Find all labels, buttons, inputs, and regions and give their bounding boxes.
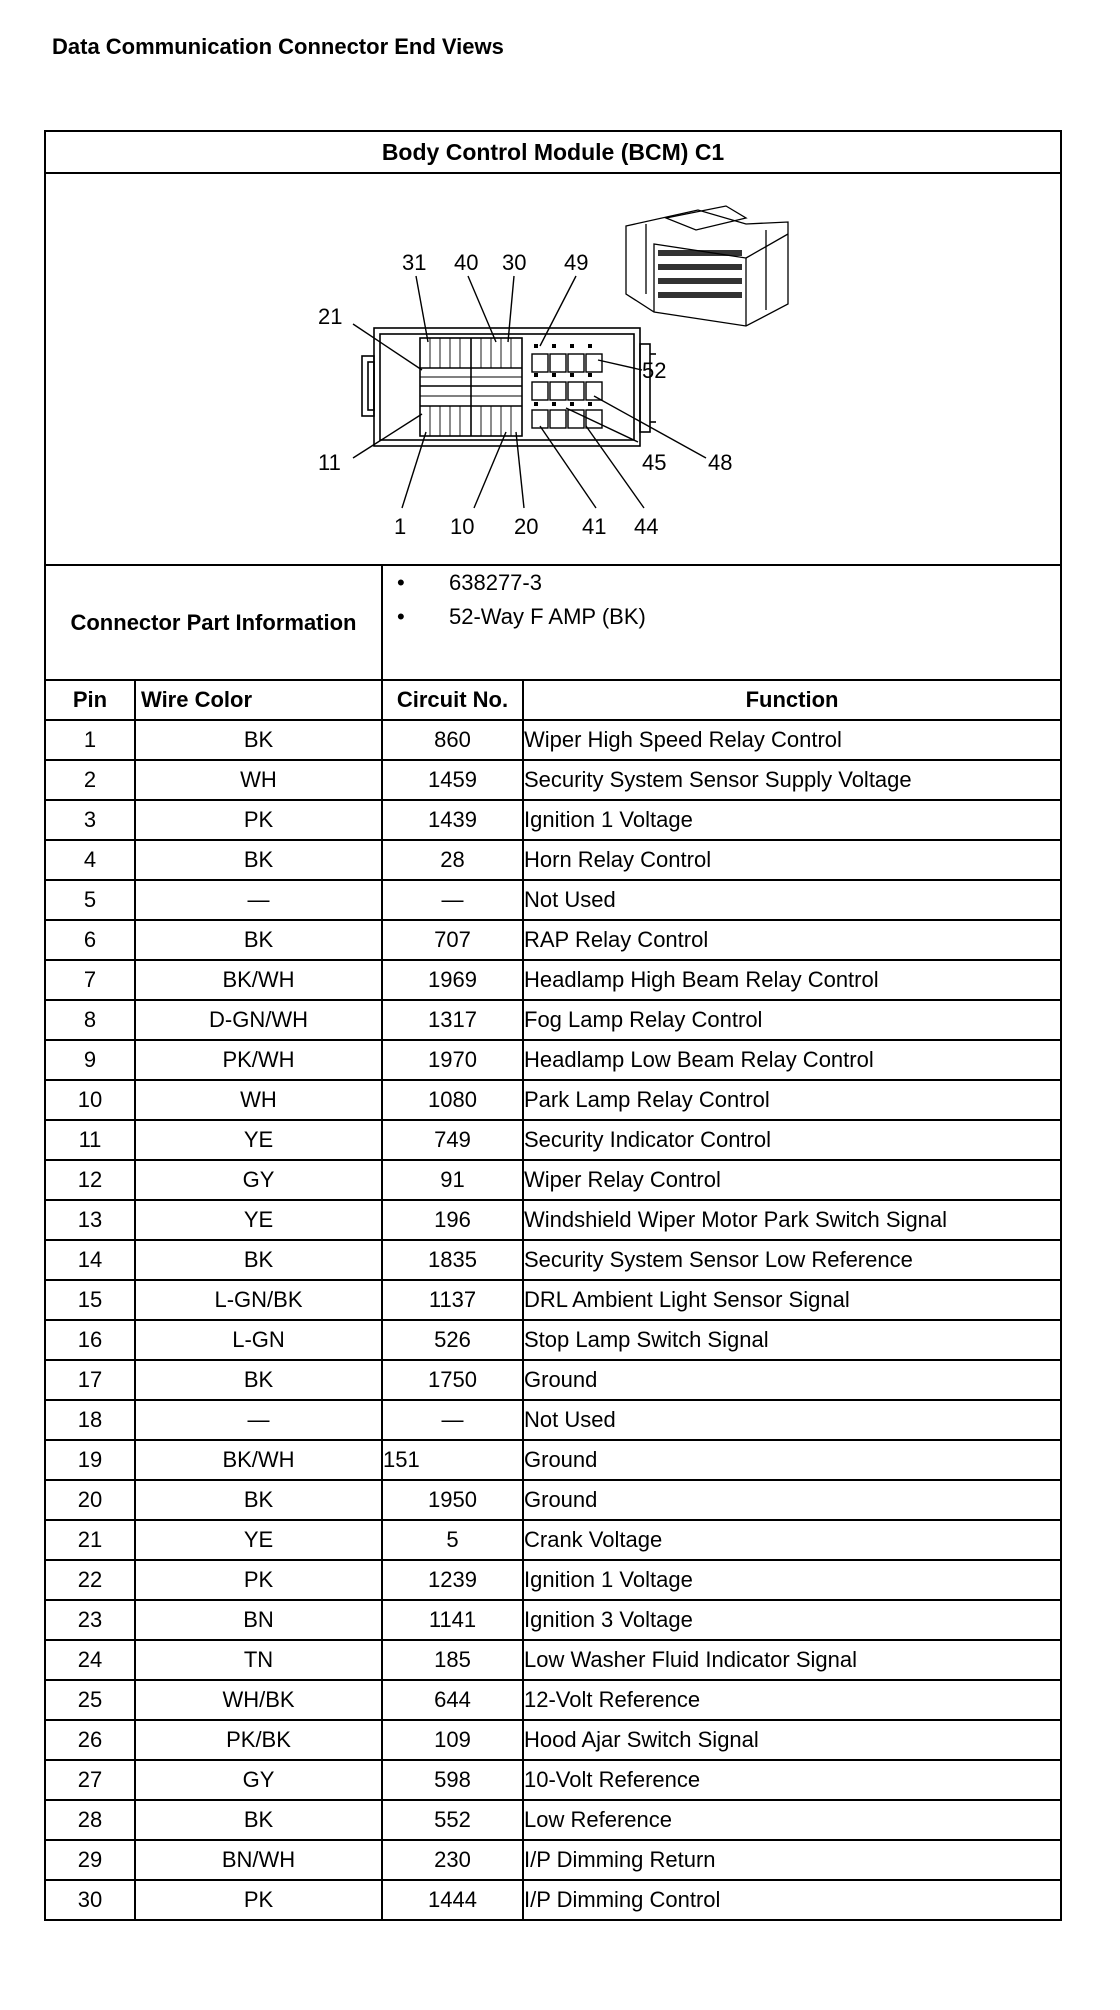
pin-label-52: 52 <box>642 358 667 383</box>
circuit-cell: 1950 <box>382 1480 523 1520</box>
circuit-cell: 1969 <box>382 960 523 1000</box>
circuit-cell: 1750 <box>382 1360 523 1400</box>
pin-label-21: 21 <box>318 304 343 329</box>
function-cell: Security System Sensor Low Reference <box>523 1240 1061 1280</box>
table-row <box>45 1640 1061 1680</box>
wire-color-cell: D-GN/WH <box>135 1000 382 1040</box>
function-cell: Horn Relay Control <box>523 840 1061 880</box>
wire-color-cell: YE <box>135 1200 382 1240</box>
table-row <box>45 1240 1061 1280</box>
circuit-cell: 860 <box>382 720 523 760</box>
function-cell: Ground <box>523 1360 1061 1400</box>
circuit-cell: 1137 <box>382 1280 523 1320</box>
pin-label-44: 44 <box>634 514 659 539</box>
wire-color-cell: BN <box>135 1600 382 1640</box>
pin-cell: 4 <box>45 840 135 880</box>
wire-color-cell: TN <box>135 1640 382 1680</box>
pin-cell: 6 <box>45 920 135 960</box>
function-cell: Crank Voltage <box>523 1520 1061 1560</box>
page-title: Data Communication Connector End Views <box>52 34 504 59</box>
wire-color-cell: BK <box>135 1480 382 1520</box>
pin-label-20: 20 <box>514 514 539 539</box>
wire-color-cell: — <box>135 1400 382 1440</box>
function-cell: Security Indicator Control <box>523 1120 1061 1160</box>
pin-cell: 1 <box>45 720 135 760</box>
circuit-cell: 151 <box>382 1440 523 1480</box>
function-cell: Security System Sensor Supply Voltage <box>523 760 1061 800</box>
function-cell: Wiper High Speed Relay Control <box>523 720 1061 760</box>
wire-color-cell: PK <box>135 800 382 840</box>
circuit-cell: — <box>382 1400 523 1440</box>
table-row <box>45 1400 1061 1440</box>
wire-color-cell: BK <box>135 920 382 960</box>
part-info-item: • 52-Way F AMP (BK) <box>449 600 1060 634</box>
pin-cell: 10 <box>45 1080 135 1120</box>
wire-color-cell: L-GN <box>135 1320 382 1360</box>
wire-color-cell: BK/WH <box>135 960 382 1000</box>
circuit-cell: 598 <box>382 1760 523 1800</box>
table-row <box>45 1720 1061 1760</box>
pin-cell: 15 <box>45 1280 135 1320</box>
pin-label-10: 10 <box>450 514 475 539</box>
pin-label-11: 11 <box>318 450 341 475</box>
function-cell: Ignition 1 Voltage <box>523 800 1061 840</box>
table-row <box>45 1600 1061 1640</box>
table-row <box>45 1360 1061 1400</box>
wire-color-cell: PK <box>135 1560 382 1600</box>
function-cell: I/P Dimming Control <box>523 1880 1061 1920</box>
wire-color-cell: BK <box>135 840 382 880</box>
function-cell: Low Washer Fluid Indicator Signal <box>523 1640 1061 1680</box>
circuit-cell: 1141 <box>382 1600 523 1640</box>
connector-end-view-drawing <box>46 174 1058 564</box>
function-cell: RAP Relay Control <box>523 920 1061 960</box>
table-row <box>45 1760 1061 1800</box>
table-row <box>45 1160 1061 1200</box>
pin-cell: 9 <box>45 1040 135 1080</box>
function-cell: Low Reference <box>523 1800 1061 1840</box>
pin-cell: 25 <box>45 1680 135 1720</box>
pin-cell: 8 <box>45 1000 135 1040</box>
wire-color-cell: PK/BK <box>135 1720 382 1760</box>
function-cell: Fog Lamp Relay Control <box>523 1000 1061 1040</box>
connector-part-info <box>382 565 1061 680</box>
part-info-list <box>383 566 1060 634</box>
table-row <box>45 1080 1061 1120</box>
circuit-cell: 552 <box>382 1800 523 1840</box>
pin-rows <box>45 720 1061 1920</box>
part-info-item: • 638277-3 <box>449 566 1060 600</box>
wire-color-cell: BK <box>135 720 382 760</box>
table-row <box>45 1040 1061 1080</box>
wire-color-cell: PK <box>135 1880 382 1920</box>
table-row <box>45 1680 1061 1720</box>
table-row <box>45 1280 1061 1320</box>
pin-cell: 24 <box>45 1640 135 1680</box>
table-row <box>45 720 1061 760</box>
pin-cell: 11 <box>45 1120 135 1160</box>
pin-cell: 18 <box>45 1400 135 1440</box>
table-row <box>45 1520 1061 1560</box>
wire-color-cell: BK/WH <box>135 1440 382 1480</box>
pin-label-41: 41 <box>582 514 607 539</box>
wire-color-cell: GY <box>135 1760 382 1800</box>
function-cell: Hood Ajar Switch Signal <box>523 1720 1061 1760</box>
table-row <box>45 960 1061 1000</box>
function-cell: Park Lamp Relay Control <box>523 1080 1061 1120</box>
connector-diagram <box>45 173 1061 565</box>
pin-cell: 26 <box>45 1720 135 1760</box>
pin-label-1: 1 <box>394 514 407 539</box>
pin-cell: 14 <box>45 1240 135 1280</box>
function-cell: 10-Volt Reference <box>523 1760 1061 1800</box>
pin-cell: 3 <box>45 800 135 840</box>
function-cell: 12-Volt Reference <box>523 1680 1061 1720</box>
wire-color-cell: GY <box>135 1160 382 1200</box>
function-cell: Windshield Wiper Motor Park Switch Signal <box>523 1200 1061 1240</box>
circuit-cell: 91 <box>382 1160 523 1200</box>
wire-color-cell: BK <box>135 1800 382 1840</box>
pin-cell: 22 <box>45 1560 135 1600</box>
pin-cell: 27 <box>45 1760 135 1800</box>
pin-cell: 12 <box>45 1160 135 1200</box>
circuit-cell: 5 <box>382 1520 523 1560</box>
pin-label-30: 30 <box>502 250 527 275</box>
table-row <box>45 1120 1061 1160</box>
wire-color-cell: BK <box>135 1360 382 1400</box>
connector-part-info-label: Connector Part Information <box>45 565 382 680</box>
table-row <box>45 880 1061 920</box>
circuit-cell: 28 <box>382 840 523 880</box>
pin-label-45: 45 <box>642 450 667 475</box>
pin-cell: 19 <box>45 1440 135 1480</box>
table-row <box>45 920 1061 960</box>
function-cell: Headlamp High Beam Relay Control <box>523 960 1061 1000</box>
wire-color-cell: WH <box>135 1080 382 1120</box>
col-header-function: Function <box>523 680 1061 720</box>
function-cell: Ground <box>523 1440 1061 1480</box>
circuit-cell: 526 <box>382 1320 523 1360</box>
circuit-cell: 185 <box>382 1640 523 1680</box>
circuit-cell: 1835 <box>382 1240 523 1280</box>
table-row <box>45 1000 1061 1040</box>
pin-cell: 17 <box>45 1360 135 1400</box>
pin-cell: 29 <box>45 1840 135 1880</box>
pin-cell: 2 <box>45 760 135 800</box>
function-cell: Ignition 3 Voltage <box>523 1600 1061 1640</box>
wire-color-cell: WH/BK <box>135 1680 382 1720</box>
pin-label-48: 48 <box>708 450 733 475</box>
function-cell: Not Used <box>523 880 1061 920</box>
circuit-cell: 707 <box>382 920 523 960</box>
function-cell: Not Used <box>523 1400 1061 1440</box>
wire-color-cell: BK <box>135 1240 382 1280</box>
wire-color-cell: WH <box>135 760 382 800</box>
circuit-cell: 1317 <box>382 1000 523 1040</box>
table-row <box>45 1200 1061 1240</box>
table-row <box>45 1840 1061 1880</box>
circuit-cell: 1239 <box>382 1560 523 1600</box>
circuit-cell: 109 <box>382 1720 523 1760</box>
table-row <box>45 1560 1061 1600</box>
table-row <box>45 1440 1061 1480</box>
function-cell: I/P Dimming Return <box>523 1840 1061 1880</box>
circuit-cell: 749 <box>382 1120 523 1160</box>
col-header-wire-color: Wire Color <box>135 680 382 720</box>
circuit-cell: 230 <box>382 1840 523 1880</box>
pin-label-40: 40 <box>454 250 479 275</box>
pin-cell: 13 <box>45 1200 135 1240</box>
wire-color-cell: BN/WH <box>135 1840 382 1880</box>
col-header-circuit: Circuit No. <box>382 680 523 720</box>
wire-color-cell: PK/WH <box>135 1040 382 1080</box>
wire-color-cell: YE <box>135 1520 382 1560</box>
circuit-cell: 644 <box>382 1680 523 1720</box>
table-row <box>45 1480 1061 1520</box>
circuit-cell: 1444 <box>382 1880 523 1920</box>
table-row <box>45 800 1061 840</box>
circuit-cell: 1439 <box>382 800 523 840</box>
pin-label-49: 49 <box>564 250 589 275</box>
circuit-cell: 196 <box>382 1200 523 1240</box>
table-row <box>45 840 1061 880</box>
pin-cell: 5 <box>45 880 135 920</box>
function-cell: Ignition 1 Voltage <box>523 1560 1061 1600</box>
table-row <box>45 1880 1061 1920</box>
circuit-cell: 1459 <box>382 760 523 800</box>
pin-cell: 21 <box>45 1520 135 1560</box>
wire-color-cell: L-GN/BK <box>135 1280 382 1320</box>
pin-cell: 16 <box>45 1320 135 1360</box>
circuit-cell: 1080 <box>382 1080 523 1120</box>
circuit-cell: 1970 <box>382 1040 523 1080</box>
function-cell: Stop Lamp Switch Signal <box>523 1320 1061 1360</box>
connector-title: Body Control Module (BCM) C1 <box>45 131 1061 173</box>
pin-cell: 28 <box>45 1800 135 1840</box>
pin-cell: 7 <box>45 960 135 1000</box>
wire-color-cell: YE <box>135 1120 382 1160</box>
pin-label-31: 31 <box>402 250 427 275</box>
function-cell: Wiper Relay Control <box>523 1160 1061 1200</box>
circuit-cell: — <box>382 880 523 920</box>
function-cell: Headlamp Low Beam Relay Control <box>523 1040 1061 1080</box>
table-row <box>45 1800 1061 1840</box>
table-row <box>45 1320 1061 1360</box>
function-cell: DRL Ambient Light Sensor Signal <box>523 1280 1061 1320</box>
pin-cell: 20 <box>45 1480 135 1520</box>
wire-color-cell: — <box>135 880 382 920</box>
pin-cell: 23 <box>45 1600 135 1640</box>
function-cell: Ground <box>523 1480 1061 1520</box>
pin-cell: 30 <box>45 1880 135 1920</box>
table-row <box>45 760 1061 800</box>
connector-table <box>44 130 1062 1921</box>
col-header-pin: Pin <box>45 680 135 720</box>
